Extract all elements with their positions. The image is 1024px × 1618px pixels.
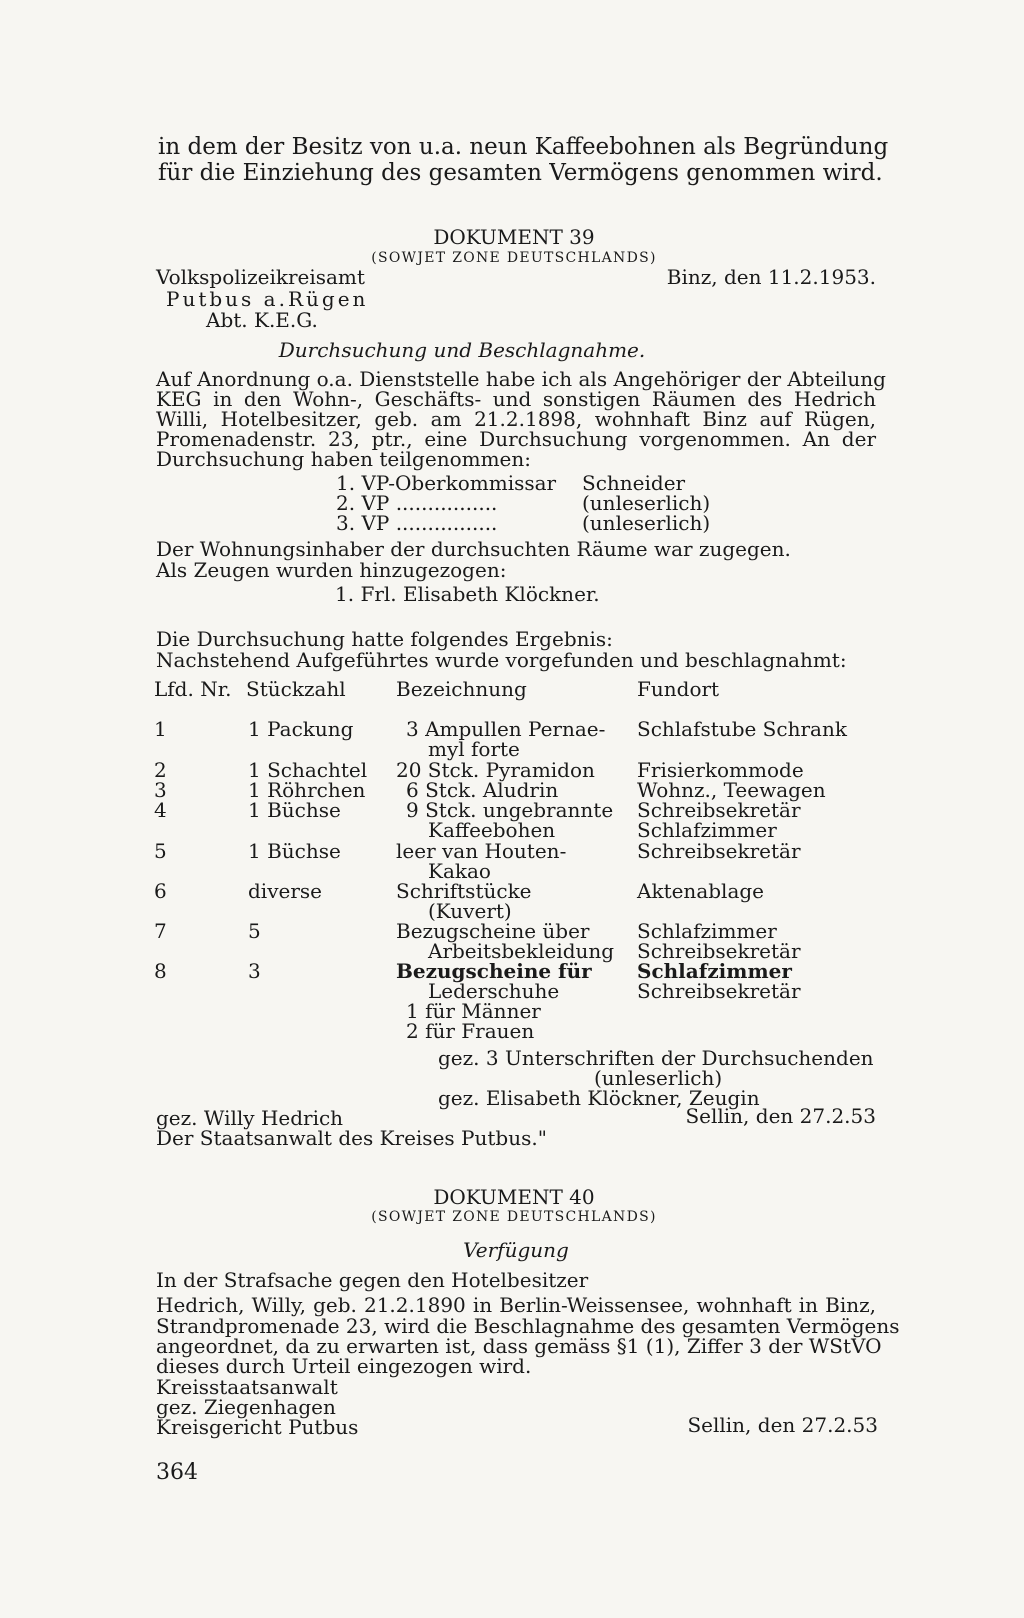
participant-label: 3. VP ................: [336, 511, 498, 535]
table-cell-nr: 3: [154, 778, 167, 802]
result-line-2: Nachstehend Aufgeführtes wurde vorgefunden und beschlagnahmt:: [156, 648, 847, 672]
table-header: Stückzahl: [246, 677, 346, 701]
doc39-heading: DOKUMENT 39: [433, 225, 595, 249]
table-cell-place: Wohnz., Teewagen: [637, 778, 826, 802]
table-header: Lfd. Nr.: [154, 677, 232, 701]
table-cell-qty: 3: [248, 959, 261, 983]
page-number: 364: [156, 1460, 198, 1485]
intro-line-1: in dem der Besitz von u.a. neun Kaffeebohnen als Begründung: [158, 134, 889, 160]
table-cell-qty: 1 Büchse: [248, 798, 341, 822]
table-cell-qty: 1 Büchse: [248, 839, 341, 863]
doc40-subheading: (SOWJET ZONE DEUTSCHLANDS): [371, 1209, 657, 1225]
owner-line: Der Wohnungsinhaber der durchsuchten Räume war zugegen.: [156, 537, 791, 561]
table-cell-place: Schreibsekretär: [637, 839, 801, 863]
table-cell-desc: leer van Houten-: [396, 839, 567, 863]
table-cell-place: Schreibsekretär: [637, 939, 801, 963]
signature-date: Sellin, den 27.2.53: [685, 1104, 876, 1128]
table-cell-nr: 8: [154, 959, 167, 983]
participant-name: (unleserlich): [582, 511, 711, 535]
table-cell-qty: 1 Packung: [248, 717, 354, 741]
result-line-1: Die Durchsuchung hatte folgendes Ergebnis:: [156, 627, 613, 651]
witness-name: 1. Frl. Elisabeth Klöckner.: [335, 582, 600, 606]
table-cell-nr: 1: [154, 717, 167, 741]
signature-hedrich: gez. Willy Hedrich: [156, 1106, 344, 1130]
doc40-signed: gez. Ziegenhagen: [156, 1395, 336, 1419]
table-cell-desc: Bezugscheine über: [396, 919, 590, 943]
doc39-office-3: Abt. K.E.G.: [206, 308, 318, 332]
table-cell-place: Schlafzimmer: [637, 959, 792, 983]
table-cell-desc: Schriftstücke: [396, 879, 532, 903]
participant-name: (unleserlich): [582, 491, 711, 515]
participant-label: 2. VP ................: [336, 491, 498, 515]
doc40-body-line: dieses durch Urteil eingezogen wird.: [156, 1354, 532, 1378]
doc39-body-line: Auf Anordnung o.a. Dienststelle habe ich als Angehöriger der Abteilung: [156, 367, 886, 391]
table-cell-desc: Lederschuhe: [428, 979, 560, 1003]
table-cell-qty: 1 Schachtel: [248, 758, 368, 782]
doc40-court: Kreisgericht Putbus: [156, 1415, 359, 1439]
table-cell-qty: 1 Röhrchen: [248, 778, 366, 802]
signature-line-2: (unleserlich): [594, 1066, 723, 1090]
table-cell-desc: Arbeitsbekleidung: [428, 939, 615, 963]
doc40-heading: DOKUMENT 40: [433, 1185, 595, 1209]
doc39-office-2: Putbus a.Rügen: [166, 287, 369, 311]
table-cell-place: Schlafzimmer: [637, 818, 777, 842]
doc40-body-line: Hedrich, Willy, geb. 21.2.1890 in Berlin-Weissensee, wohnhaft in Binz,: [156, 1293, 876, 1317]
doc39-body-line: Willi, Hotelbesitzer, geb. am 21.2.1898, wohnhaft Binz auf Rügen,: [156, 407, 876, 431]
table-cell-nr: 2: [154, 758, 167, 782]
table-cell-qty: diverse: [248, 879, 322, 903]
closing-line: Der Staatsanwalt des Kreises Putbus.": [156, 1126, 547, 1150]
doc40-body-line: Strandpromenade 23, wird die Beschlagnahme des gesamten Vermögens: [156, 1314, 900, 1338]
table-cell-desc: myl forte: [428, 737, 520, 761]
doc40-role: Kreisstaatsanwalt: [156, 1375, 338, 1399]
table-cell-place: Schreibsekretär: [637, 798, 801, 822]
table-cell-place: Schlafstube Schrank: [637, 717, 847, 741]
doc39-date: Binz, den 11.2.1953.: [666, 265, 876, 289]
table-cell-desc: 9 Stck. ungebrannte: [406, 798, 614, 822]
table-header: Fundort: [637, 677, 720, 701]
table-cell-nr: 7: [154, 919, 167, 943]
intro-line-2: für die Einziehung des gesamten Vermögens genommen wird.: [158, 160, 883, 186]
doc40-title: Verfügung: [463, 1238, 569, 1262]
doc39-body-line: Promenadenstr. 23, ptr., eine Durchsuchung vorgenommen. An der: [156, 427, 876, 451]
doc40-date: Sellin, den 27.2.53: [687, 1413, 878, 1437]
doc39-subheading: (SOWJET ZONE DEUTSCHLANDS): [371, 250, 657, 266]
table-cell-desc: (Kuvert): [428, 899, 512, 923]
table-cell-desc: Kaffeebohen: [428, 818, 556, 842]
doc40-intro-line: In der Strafsache gegen den Hotelbesitzer: [156, 1268, 589, 1292]
doc39-body-line: KEG in den Wohn-, Geschäfts- und sonstigen Räumen des Hedrich: [156, 387, 876, 411]
table-cell-nr: 6: [154, 879, 167, 903]
table-cell-place: Aktenablage: [637, 879, 765, 903]
table-cell-desc: 3 Ampullen Pernae-: [406, 717, 606, 741]
table-cell-nr: 5: [154, 839, 167, 863]
table-cell-desc: 1 für Männer: [406, 999, 541, 1023]
table-cell-desc: 2 für Frauen: [406, 1019, 535, 1043]
table-cell-desc: 20 Stck. Pyramidon: [396, 758, 595, 782]
table-cell-desc: 6 Stck. Aludrin: [406, 778, 559, 802]
witness-line: Als Zeugen wurden hinzugezogen:: [156, 558, 507, 582]
table-cell-place: Schreibsekretär: [637, 979, 801, 1003]
table-cell-desc: Bezugscheine für: [396, 959, 592, 983]
doc39-office-1: Volkspolizeikreisamt: [156, 265, 365, 289]
doc39-body-line: Durchsuchung haben teilgenommen:: [156, 447, 531, 471]
participant-name: Schneider: [582, 471, 686, 495]
signature-line-3: gez. Elisabeth Klöckner, Zeugin: [438, 1086, 760, 1110]
doc40-body-line: angeordnet, da zu erwarten ist, dass gemäss §1 (1), Ziffer 3 der WStVO: [156, 1334, 882, 1358]
table-cell-place: Schlafzimmer: [637, 919, 777, 943]
doc39-title: Durchsuchung und Beschlagnahme.: [278, 338, 646, 362]
table-cell-desc: Kakao: [428, 859, 491, 883]
table-header: Bezeichnung: [396, 677, 527, 701]
table-cell-nr: 4: [154, 798, 167, 822]
signature-line-1: gez. 3 Unterschriften der Durchsuchenden: [438, 1046, 874, 1070]
table-cell-qty: 5: [248, 919, 261, 943]
participant-label: 1. VP-Oberkommissar: [336, 471, 557, 495]
table-cell-place: Frisierkommode: [637, 758, 804, 782]
